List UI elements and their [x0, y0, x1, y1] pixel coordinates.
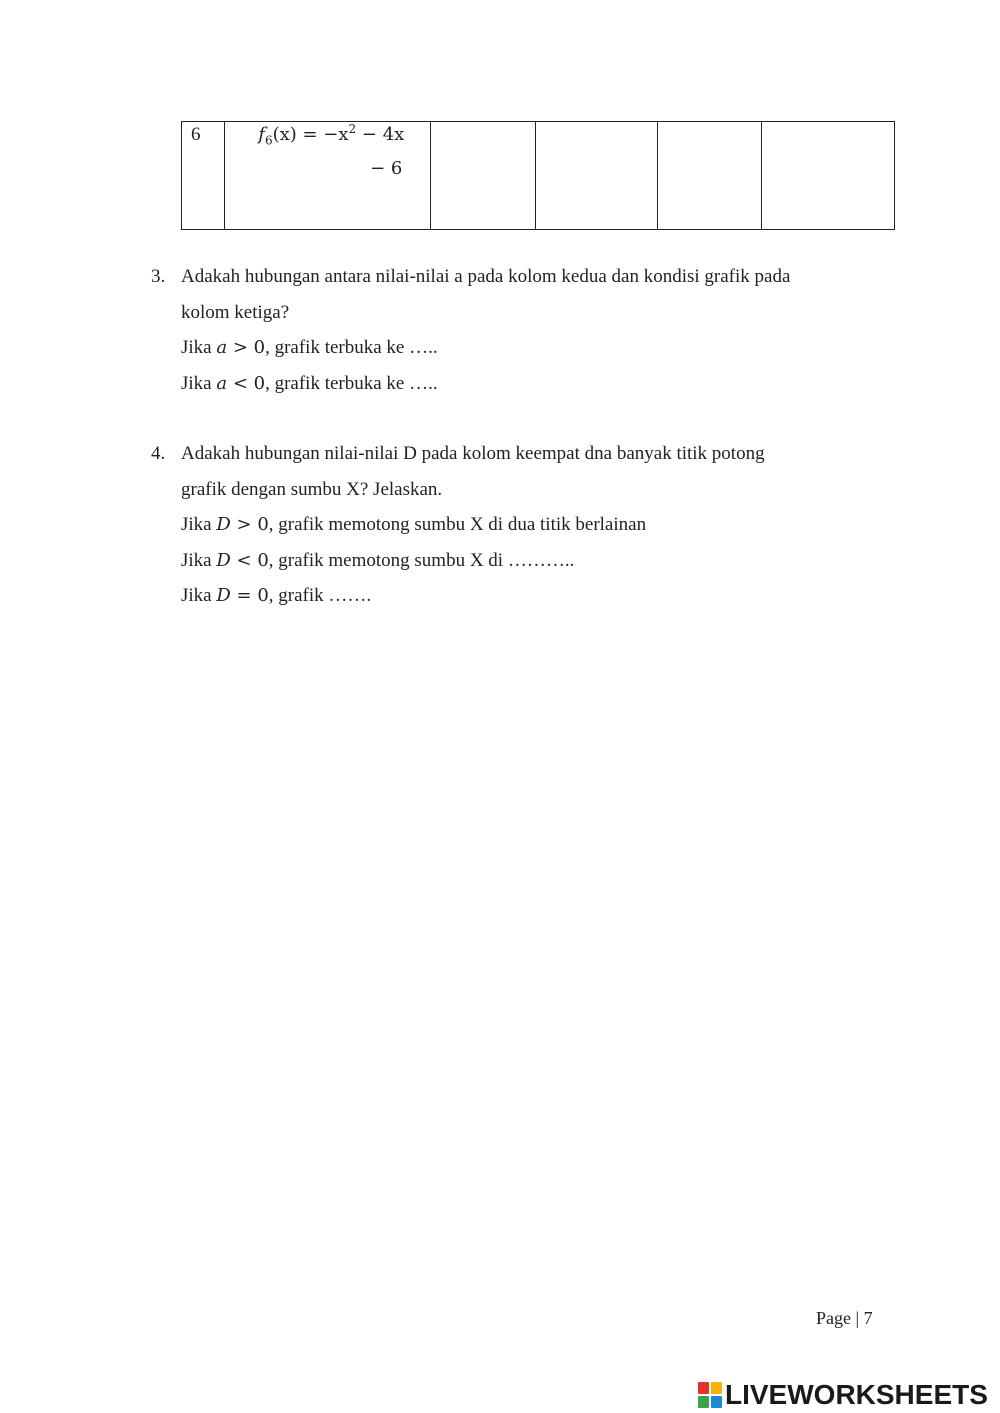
logo-square-yellow — [711, 1382, 722, 1394]
answer-cell-1[interactable] — [431, 122, 536, 230]
math-relation: = 0 — [230, 585, 269, 606]
math-relation: > 0 — [230, 514, 269, 535]
function-exponent: 2 — [348, 122, 357, 136]
question-text-line: Adakah hubungan antara nilai-nilai a pada kolom kedua dan kondisi grafik pada — [181, 266, 791, 287]
question-text-line: grafik dengan sumbu X? Jelaskan. — [181, 478, 443, 500]
math-variable: D — [216, 514, 231, 535]
prompt-prefix: Jika — [181, 337, 217, 358]
answer-prompt — [181, 543, 891, 579]
function-table — [181, 121, 895, 230]
math-variable: D — [216, 549, 231, 571]
function-name: f — [258, 124, 265, 145]
question-text-line: kolom ketiga? — [181, 301, 290, 323]
liveworksheets-logo[interactable] — [698, 1378, 988, 1412]
answer-prompt — [181, 507, 891, 543]
prompt-suffix: , grafik memotong sumbu X di dua titik berlainan — [268, 514, 647, 535]
logo-text: LIVEWORKSHEETS — [725, 1379, 988, 1410]
page-number: Page | 7 — [816, 1308, 873, 1328]
row-number-cell — [182, 122, 225, 230]
answer-cell-3[interactable] — [657, 122, 761, 230]
question-text-line: Adakah hubungan nilai-nilai D pada kolom keempat dna banyak titik potong — [181, 443, 765, 464]
question-3 — [151, 259, 891, 401]
math-relation: > 0 — [227, 337, 266, 358]
prompt-prefix: Jika — [181, 372, 217, 394]
question-number: 3. — [151, 266, 166, 287]
function-tail: − 4x — [356, 124, 405, 145]
question-number: 4. — [151, 443, 166, 464]
prompt-suffix: , grafik ……. — [268, 585, 372, 606]
logo-square-blue — [711, 1396, 722, 1408]
row-number: 6 — [191, 124, 201, 145]
prompt-suffix: , grafik memotong sumbu X di ……….. — [268, 549, 575, 571]
math-relation: < 0 — [227, 372, 266, 394]
function-expression-line2: − 6 — [370, 158, 403, 179]
liveworksheets-logo-icon — [698, 1382, 722, 1408]
function-expression-line1 — [258, 122, 404, 148]
function-cell — [225, 122, 431, 230]
math-variable: a — [216, 337, 228, 358]
math-variable: a — [216, 372, 228, 394]
question-4 — [151, 436, 891, 614]
prompt-prefix: Jika — [181, 549, 217, 571]
prompt-suffix: , grafik terbuka ke ….. — [265, 337, 438, 358]
answer-prompt — [181, 330, 891, 366]
math-variable: D — [216, 585, 231, 606]
answer-prompt — [181, 366, 891, 402]
answer-prompt — [181, 578, 891, 614]
function-body: (x) = −x — [272, 124, 349, 145]
table-row — [182, 122, 895, 230]
prompt-prefix: Jika — [181, 514, 217, 535]
function-subscript: 6 — [264, 133, 273, 148]
math-relation: < 0 — [230, 549, 269, 571]
answer-cell-2[interactable] — [536, 122, 657, 230]
answer-cell-4[interactable] — [761, 122, 894, 230]
prompt-suffix: , grafik terbuka ke ….. — [265, 372, 438, 394]
logo-square-green — [698, 1396, 709, 1408]
logo-square-red — [698, 1382, 709, 1394]
prompt-prefix: Jika — [181, 585, 217, 606]
